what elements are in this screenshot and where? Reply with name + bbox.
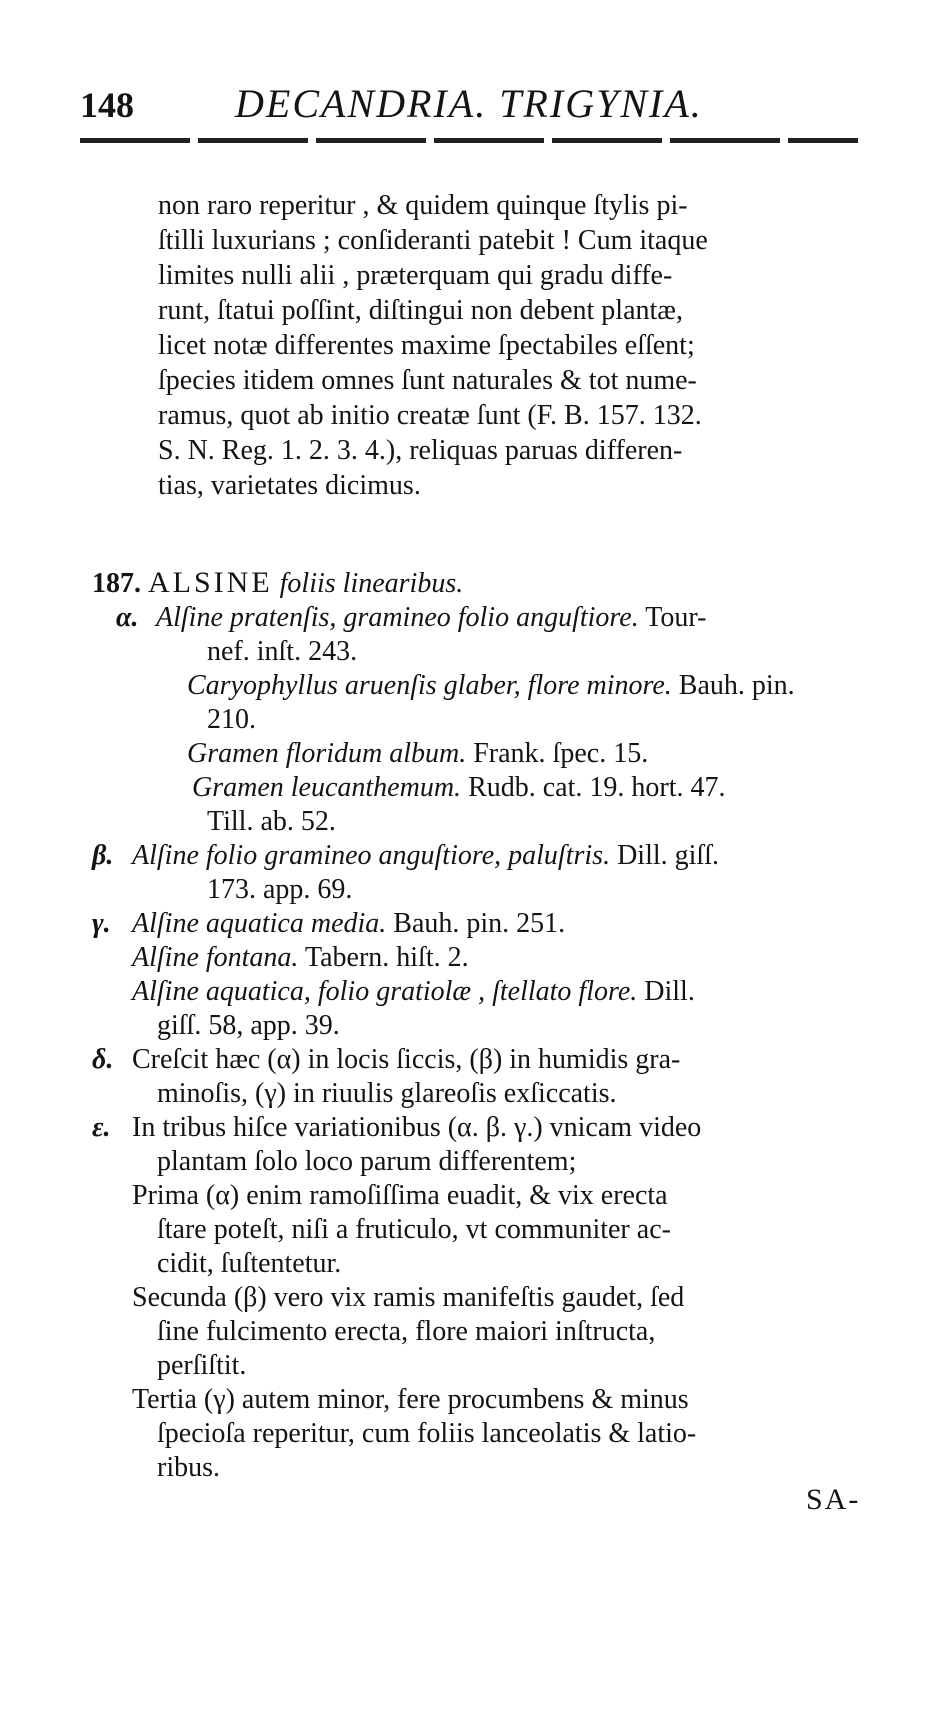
variety-alpha [92,601,862,635]
synonym-name: Alſine aquatica, folio gratiolæ , ſtellato flore. [132,976,638,1007]
synonym-name: Gramen leucanthemum. [192,772,462,803]
diagnosis: foliis linearibus. [279,568,464,599]
running-header [80,70,860,130]
text-line: limites nulli alii , præterquam qui gradu diffe- [158,260,673,291]
variety-gamma [92,907,862,941]
catchword: SA- [806,1483,861,1516]
text-line: Tertia (γ) autem minor, fere procumbens & minus [132,1384,689,1415]
text-line: ſine fulcimento erecta, flore maiori inſtructa, [157,1316,656,1347]
variety-marker: ε. [92,1112,111,1143]
variety-marker: β. [92,840,114,871]
entry-heading [92,566,862,601]
citation: Frank. ſpec. 15. [473,738,649,769]
text-line [92,737,862,771]
text-line: 210. [207,704,256,735]
text-line: ribus. [157,1452,220,1483]
citation: Bauh. pin. 251. [393,908,566,939]
text-line: plantam ſolo loco parum differentem; [157,1146,577,1177]
page-number: 148 [80,85,134,125]
text-line [92,975,862,1009]
synonym-name: Gramen floridum album. [187,738,467,769]
text-line: giſſ. 58, app. 39. [157,1010,340,1041]
species-entry [92,566,862,1485]
text-line: licet notæ differentes maxime ſpectabiles eſſent; [158,330,695,361]
text-line: tias, varietates dicimus. [158,470,421,501]
text-line: Creſcit hæc (α) in locis ſiccis, (β) in humidis gra- [132,1044,681,1075]
genus-name: ALSINE [148,566,273,599]
running-head: DECANDRIA. TRIGYNIA. [235,81,703,126]
text-line: perſiſtit. [157,1350,247,1381]
text-line: 173. app. 69. [207,874,353,905]
text-line [92,941,862,975]
citation: Bauh. pin. [678,670,795,701]
variety-marker: δ. [92,1044,114,1075]
synonym-name: Caryophyllus aruenſis glaber, flore minore. [187,670,672,701]
text-line: runt, ſtatui poſſint, diſtingui non debent plantæ, [158,295,683,326]
text-line: nef. inſt. 243. [207,636,358,667]
intro-paragraph [158,188,858,503]
header-rule [80,138,858,143]
synonym-name: Alſine folio gramineo anguſtiore, paluſtris. [132,840,611,871]
text-line [92,669,862,703]
citation: Rudb. cat. 19. hort. 47. [468,772,726,803]
comparison-note [92,1111,862,1145]
citation: Tour- [645,602,707,633]
text-line: ſtare poteſt, niſi a fruticulo, vt communiter ac- [157,1214,671,1245]
synonym-name: Alſine fontana. [132,942,299,973]
habitat-note [92,1043,862,1077]
entry-number: 187. [92,568,141,599]
citation: Dill. giſſ. [617,840,719,871]
text-line: S. N. Reg. 1. 2. 3. 4.), reliquas paruas differen- [158,435,683,466]
text-line: Till. ab. 52. [207,806,336,837]
text-line: ſtilli luxurians ; conſideranti patebit ! Cum itaque [158,225,708,256]
text-line: minoſis, (γ) in riuulis glareoſis exſiccatis. [157,1078,617,1109]
variety-marker: α. [116,602,139,633]
citation: Dill. [644,976,695,1007]
variety-marker: γ. [92,908,111,939]
text-line: ſpecioſa reperitur, cum foliis lanceolatis & latio- [157,1418,697,1449]
text-line [92,771,862,805]
text-line: In tribus hiſce variationibus (α. β. γ.) vnicam video [132,1112,702,1143]
text-line: Prima (α) enim ramoſiſſima euadit, & vix erecta [132,1180,668,1211]
text-line: ſpecies itidem omnes ſunt naturales & tot nume- [158,365,697,396]
synonym-name: Alſine pratenſis, gramineo folio anguſtiore. [156,602,639,633]
text-line: Secunda (β) vero vix ramis manifeſtis gaudet, ſed [132,1282,685,1313]
text-line: ramus, quot ab initio creatæ ſunt (F. B. 157. 132. [158,400,702,431]
text-line: cidit, ſuſtentetur. [157,1248,342,1279]
citation: Tabern. hiſt. 2. [304,942,469,973]
synonym-name: Alſine aquatica media. [132,908,387,939]
variety-beta [92,839,862,873]
text-line: non raro reperitur , & quidem quinque ſtylis pi- [158,190,688,221]
